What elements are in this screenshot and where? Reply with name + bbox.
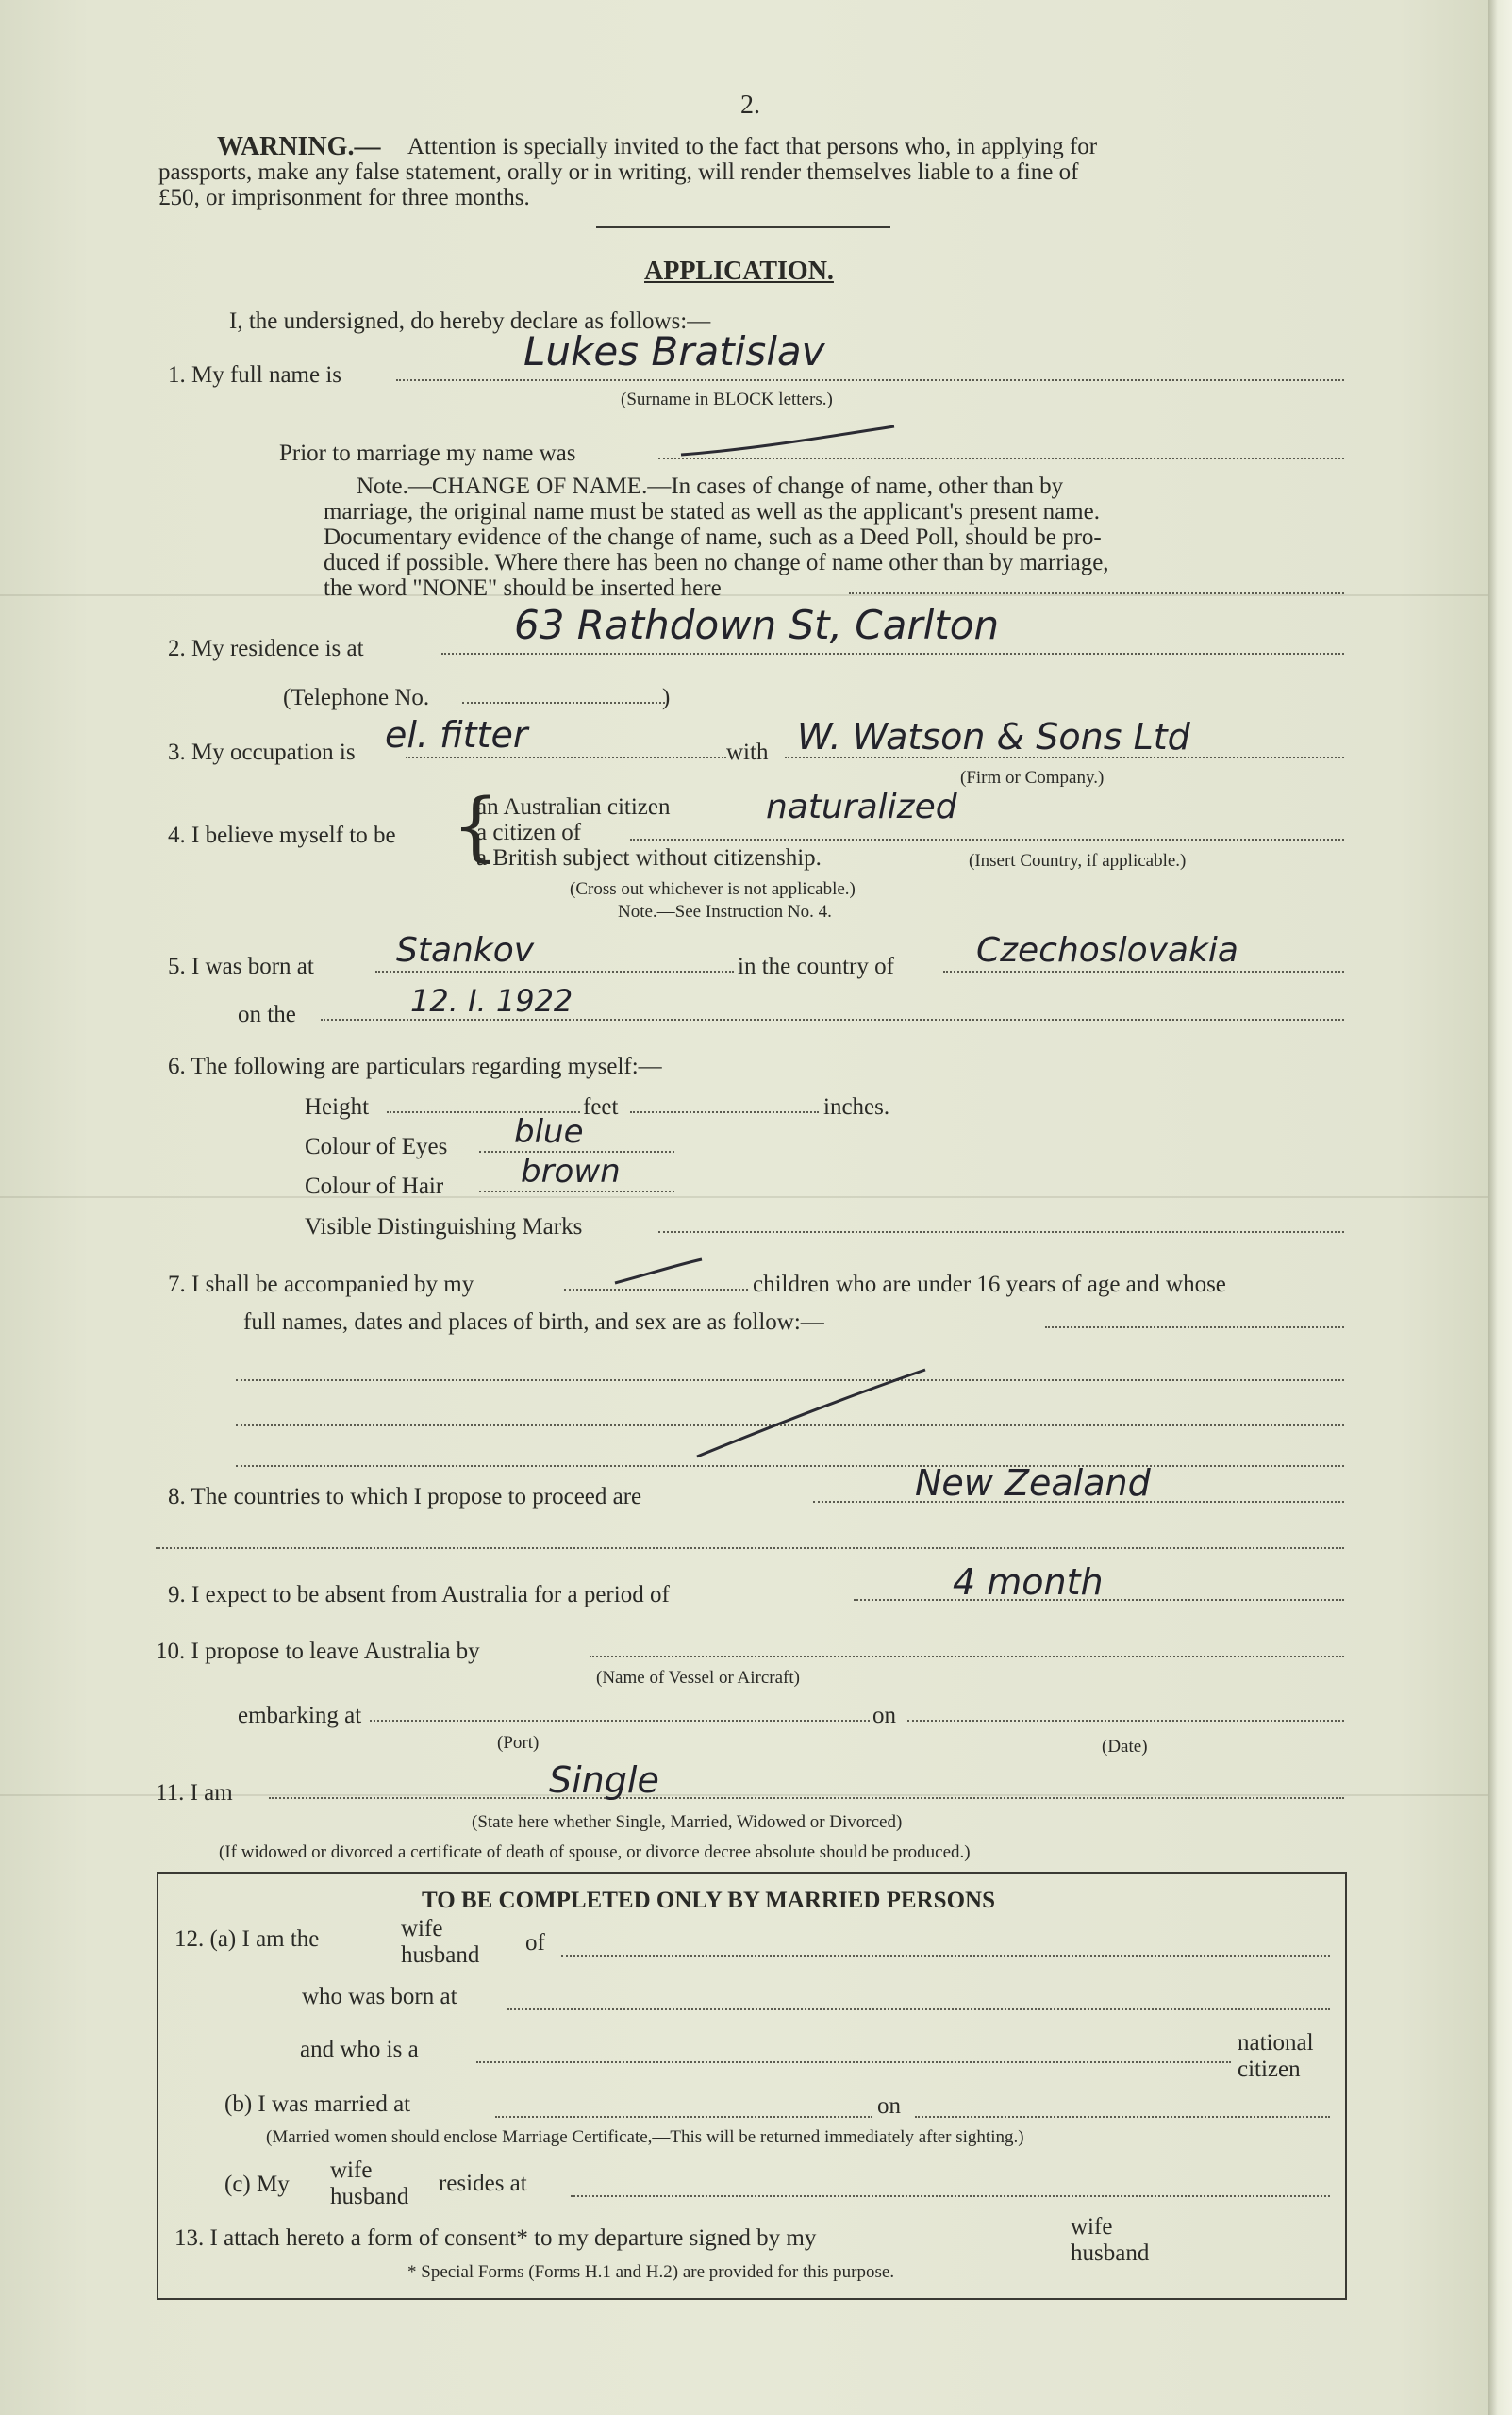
husband-option: husband (1071, 2240, 1150, 2266)
national-label: national (1238, 2030, 1314, 2056)
birthplace-value[interactable]: Stankov (396, 931, 535, 970)
q4-option: a citizen of (476, 820, 582, 845)
children-count-line (564, 1289, 748, 1291)
prior-name-label: Prior to marriage my name was (279, 441, 576, 466)
birth-date-value[interactable]: 12. I. 1922 (410, 983, 573, 1019)
warning-line: passports, make any false statement, orally or in writing, will render themselves liable to a fine of (158, 159, 1079, 185)
q7-label: 7. I shall be accompanied by my (168, 1272, 474, 1297)
q9-label: 9. I expect to be absent from Australia for a period of (168, 1582, 670, 1607)
height-inches-line (630, 1111, 819, 1113)
instruction-note: Note.—See Instruction No. 4. (618, 902, 832, 922)
citizen-of-value[interactable]: naturalized (766, 788, 957, 826)
q11-label: 11. I am (156, 1780, 233, 1806)
warning-line: £50, or imprisonment for three months. (158, 185, 530, 210)
firm-hint: (Firm or Company.) (960, 768, 1105, 788)
citizen-label: citizen (1238, 2057, 1301, 2082)
q1-label: 1. My full name is (168, 362, 342, 388)
marital-status-value[interactable]: Single (549, 1759, 659, 1801)
occupation-line (406, 757, 726, 758)
of-label: of (525, 1930, 545, 1956)
children-line (236, 1465, 1344, 1467)
firm-value[interactable]: W. Watson & Sons Ltd (797, 716, 1190, 758)
prior-name-strike (679, 423, 896, 460)
eyes-label: Colour of Eyes (305, 1134, 448, 1159)
resides-at-label: resides at (439, 2171, 527, 2196)
port-line (370, 1720, 870, 1722)
date-hint: (Date) (1102, 1737, 1148, 1757)
embark-on-label: on (872, 1703, 896, 1728)
port-hint: (Port) (497, 1733, 540, 1753)
birth-date-line (321, 1019, 1344, 1021)
q3-label: 3. My occupation is (168, 740, 356, 765)
q10-label: 10. I propose to leave Australia by (156, 1639, 480, 1664)
q7-label-2: children who are under 16 years of age and whose (753, 1272, 1226, 1297)
married-at-line (495, 2116, 872, 2118)
widowed-hint: (If widowed or divorced a certificate of death of spouse, or divorce decree absolute should be produced.) (219, 1842, 971, 1862)
born-at-label: who was born at (302, 1984, 457, 2009)
fold-crease (0, 594, 1488, 596)
vessel-line (590, 1656, 1344, 1657)
phone-line (462, 702, 665, 704)
birth-date-label: on the (238, 1002, 296, 1027)
period-value[interactable]: 4 month (953, 1561, 1104, 1603)
q4-label: 4. I believe myself to be (168, 823, 396, 848)
residence-line (441, 653, 1344, 655)
full-name-hint: (Surname in BLOCK letters.) (621, 390, 833, 409)
q13-label: 13. I attach hereto a form of consent* to my departure signed by my (174, 2225, 817, 2251)
wife-option: wife (330, 2157, 373, 2183)
country-label: in the country of (738, 954, 894, 979)
hair-line (479, 1191, 674, 1192)
country-value[interactable]: Czechoslovakia (976, 931, 1238, 970)
q4-option: a British subject without citizenship. (476, 845, 822, 871)
marital-hint: (State here whether Single, Married, Widowed or Divorced) (472, 1812, 903, 1832)
warning-label: WARNING.— (217, 132, 381, 161)
page-edge (1488, 0, 1512, 2415)
marital-status-line (269, 1797, 1344, 1799)
phone-close: ) (662, 685, 671, 710)
who-is-label: and who is a (300, 2037, 419, 2062)
none-line (849, 592, 1344, 594)
q5-label: 5. I was born at (168, 954, 314, 979)
full-name-line (396, 379, 1344, 381)
warning-line: Attention is specially invited to the fact that persons who, in applying for (407, 134, 1098, 159)
occupation-value[interactable]: el. fitter (385, 714, 528, 756)
spouse-residence-line (571, 2195, 1330, 2197)
embark-date-line (907, 1720, 1344, 1722)
spouse-name-line (561, 1955, 1330, 1957)
with-label: with (726, 740, 769, 765)
note-line: the word "NONE" should be inserted here (324, 575, 722, 601)
cross-out-hint: (Cross out whichever is not applicable.) (570, 879, 856, 899)
q7-line-2: full names, dates and places of birth, and sex are as follow:— (243, 1309, 824, 1335)
husband-option: husband (401, 1942, 480, 1968)
q4-option: an Australian citizen (476, 794, 671, 820)
form-title: APPLICATION. (644, 257, 834, 286)
spouse-birthplace-line (507, 2008, 1330, 2010)
note-line: Documentary evidence of the change of name, such as a Deed Poll, should be pro- (324, 525, 1102, 550)
children-strike (693, 1366, 929, 1460)
hair-value[interactable]: brown (521, 1153, 621, 1191)
q6-label: 6. The following are particulars regarding myself:— (168, 1054, 662, 1079)
children-count-strike (611, 1257, 706, 1287)
intro-text: I, the undersigned, do hereby declare as follows:— (229, 308, 711, 334)
marks-line (658, 1231, 1344, 1233)
brace: { (452, 782, 500, 870)
country-line (943, 971, 1344, 973)
country-hint: (Insert Country, if applicable.) (969, 851, 1187, 871)
note-line: duced if possible. Where there has been no change of name other than by marriage, (324, 550, 1109, 575)
phone-label: (Telephone No. (283, 685, 430, 710)
q12b-label: (b) I was married at (224, 2091, 411, 2117)
q12a-label: 12. (a) I am the (174, 1926, 320, 1952)
married-heading: TO BE COMPLETED ONLY BY MARRIED PERSONS (422, 1888, 995, 1913)
citizen-of-line (630, 839, 1344, 841)
divider (596, 226, 890, 228)
note-line: Note.—CHANGE OF NAME.—In cases of change of name, other than by (357, 474, 1064, 499)
birthplace-line (375, 971, 734, 973)
embark-label: embarking at (238, 1703, 362, 1728)
vessel-hint: (Name of Vessel or Aircraft) (596, 1668, 800, 1688)
marks-label: Visible Distinguishing Marks (305, 1214, 583, 1240)
hair-label: Colour of Hair (305, 1174, 444, 1199)
fold-crease (0, 1196, 1488, 1198)
q12c-label: (c) My (224, 2172, 290, 2197)
q2-label: 2. My residence is at (168, 636, 364, 661)
countries-line-2 (156, 1547, 1344, 1549)
full-name-value[interactable]: Lukes Bratislav (523, 328, 825, 375)
note-line: marriage, the original name must be stated as well as the applicant's present name. (324, 499, 1100, 525)
page-number: 2. (740, 91, 760, 120)
feet-label: feet (583, 1094, 619, 1120)
spouse-nationality-line (476, 2061, 1231, 2063)
q8-label: 8. The countries to which I propose to proceed are (168, 1484, 642, 1509)
husband-option: husband (330, 2184, 409, 2209)
wife-option: wife (401, 1916, 443, 1941)
inches-label: inches. (823, 1094, 890, 1120)
married-on-label: on (877, 2093, 901, 2119)
height-label: Height (305, 1094, 370, 1120)
eyes-value[interactable]: blue (514, 1113, 584, 1151)
countries-value[interactable]: New Zealand (915, 1462, 1151, 1504)
married-date-line (915, 2116, 1330, 2118)
certificate-note: (Married women should enclose Marriage Certificate,—This will be returned immediately after sighting.) (266, 2127, 1024, 2147)
children-line (1045, 1326, 1344, 1328)
residence-value[interactable]: 63 Rathdown St, Carlton (514, 602, 1000, 648)
forms-note: * Special Forms (Forms H.1 and H.2) are provided for this purpose. (407, 2262, 895, 2282)
wife-option: wife (1071, 2214, 1113, 2240)
